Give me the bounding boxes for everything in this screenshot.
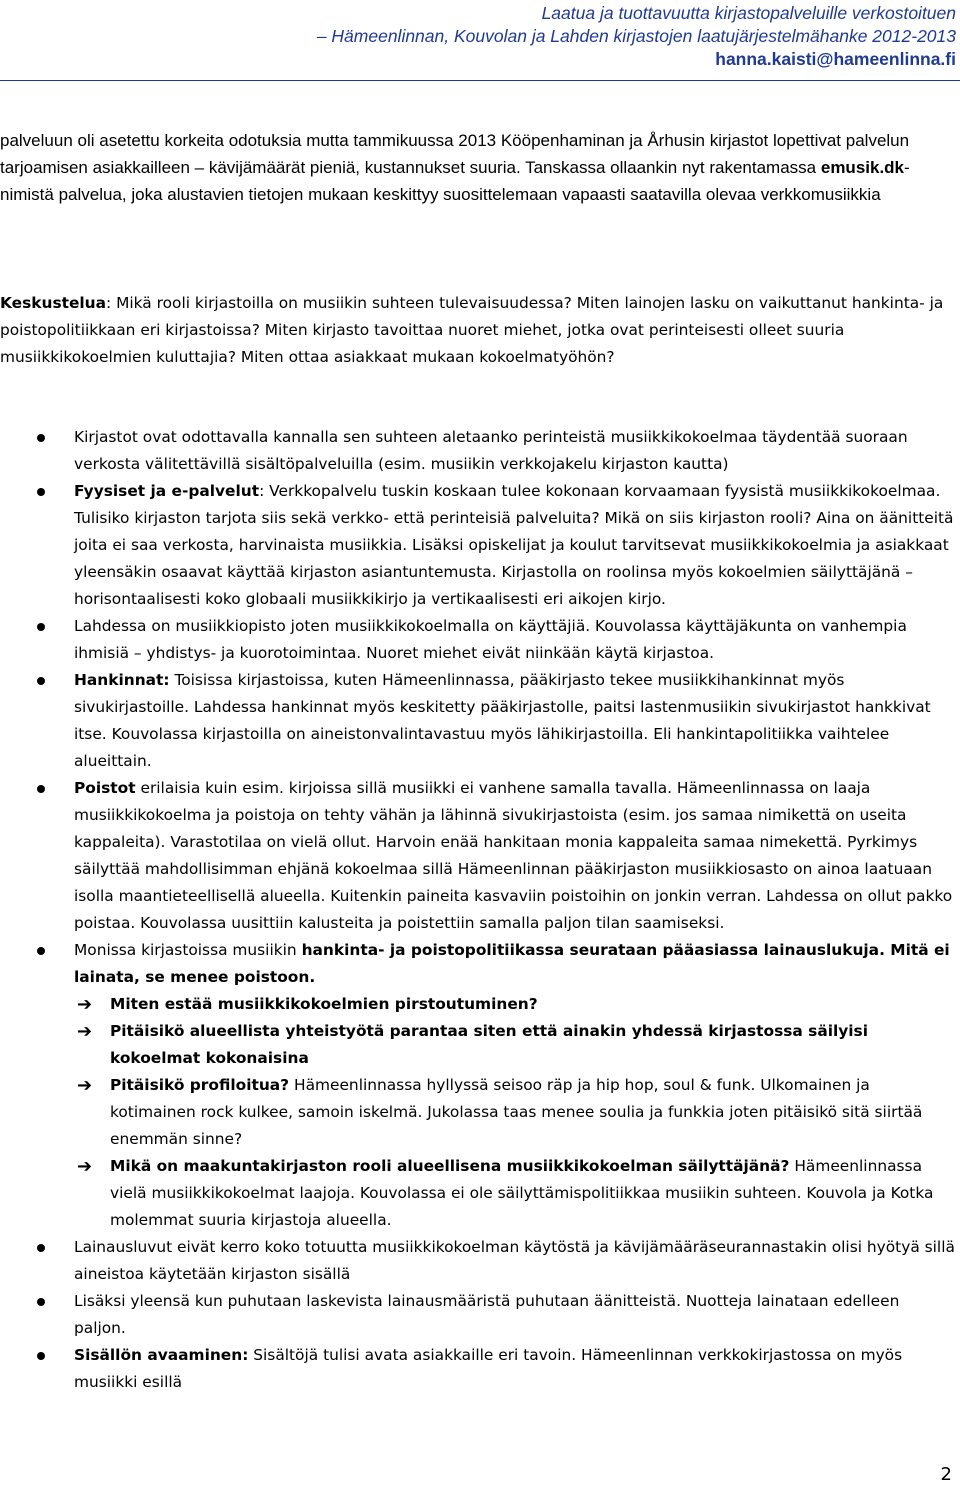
bullet-icon	[37, 488, 45, 496]
bullet-icon	[37, 1352, 45, 1360]
sub-list	[74, 991, 955, 1234]
list-item-text: Toisissa kirjastoissa, kuten Hämeenlinnassa, pääkirjasto tekee musiikkihankinnat myös sivukirjastoille. Lahdessa hankinnat myös keskitetty pääkirjastolle, paitsi lastenmusiikin sivukirjastot hankkivat itse. Kouvolassa kirjastoilla on aineistonvalintavastuu myös lähikirjastoilla. Eli hankintapolitiikka vaihtelee alueittain.	[74, 671, 931, 770]
list-item	[0, 424, 955, 478]
list-item-text: Monissa kirjastoissa musiikin	[74, 941, 302, 959]
list-item-heading: Poistot	[74, 779, 136, 797]
sub-list-item	[74, 1018, 955, 1072]
sub-item-heading: Pitäisikö profiloitua?	[110, 1076, 290, 1094]
arrow-right-icon: ➔	[77, 1156, 93, 1177]
list-item-text: Kirjastot ovat odottavalla kannalla sen suhteen aletaanko perinteistä musiikkikokoelmaa täydentää suoraan verkosta välitettävillä sisältöpalveluilla (esim. musiikin verkkojakelu kirjaston kautta)	[74, 428, 908, 473]
list-item	[0, 775, 955, 937]
discussion-text: : Mikä rooli kirjastoilla on musiikin suhteen tulevaisuudessa? Miten lainojen lasku on vaikuttanut hankinta- ja poistopolitiikkaan eri kirjastoissa? Miten kirjasto tavoittaa nuoret miehet, jotka ovat perinteisesti olleet suuria musiikkikokoelmien kuluttajia? Miten ottaa asiakkaat mukaan kokoelmatyöhön?	[0, 294, 944, 366]
list-item	[0, 613, 955, 667]
list-item	[0, 1288, 955, 1342]
sub-list-item	[74, 1072, 955, 1153]
bullet-list	[0, 424, 955, 1396]
sub-item-heading: Mikä on maakuntakirjaston rooli alueellisena musiikkikokoelman säilyttäjänä?	[110, 1157, 790, 1175]
list-item-heading: hankinta- ja poistopolitiikassa seurataan pääasiassa lainauslukuja. Mitä ei lainata, se menee poistoon.	[74, 941, 950, 986]
list-item	[0, 937, 955, 1234]
bullet-icon	[37, 1298, 45, 1306]
running-header	[317, 2, 956, 71]
list-item-heading: Sisällön avaaminen:	[74, 1346, 249, 1364]
bullet-icon	[37, 785, 45, 793]
header-project-subtitle: – Hämeenlinnan, Kouvolan ja Lahden kirjastojen laatujärjestelmähanke 2012-2013	[316, 26, 956, 46]
list-item-text: : Verkkopalvelu tuskin koskaan tulee kokonaan korvaamaan fyysistä musiikkikokoelmaa. Tulisiko kirjaston tarjota siis sekä verkko- että perinteisiä palveluita? Mikä on siis kirjaston rooli? Aina on äänitteitä joita ei saa verkosta, harvinaista musiikkia. Lisäksi opiskelijat ja koulut tarvitsevat musiikkikokoelmia ja asiakkaat yleensäkin osaavat käyttää kirjaston asiantuntemusta. Kirjastolla on roolinsa myös kokoelmien säilyttäjänä – horisontaalisesti koko globaali musiikkikirjo ja vertikaalisesti eri aikojen kirjo.	[74, 482, 954, 608]
sub-item-heading: Miten estää musiikkikokoelmien pirstoutuminen?	[110, 995, 538, 1013]
arrow-right-icon: ➔	[77, 1021, 93, 1042]
intro-emusik: emusik.dk	[820, 158, 905, 177]
intro-text: palveluun oli asetettu korkeita odotuksia mutta tammikuussa 2013 Kööpenhaminan ja Århusin kirjastot lopettivat palvelun tarjoamisen asiakkailleen – kävijämäärät pieniä, kustannukset suuria. Tanskassa ollaankin nyt rakentamassa	[0, 131, 910, 177]
intro-block	[0, 127, 950, 208]
list-item-text: Lahdessa on musiikkiopisto joten musiikkikokoelmalla on käyttäjiä. Kouvolassa käyttäjäkunta on vanhempia ihmisiä – yhdistys- ja kuorotoimintaa. Nuoret miehet eivät niinkään käytä kirjastoa.	[74, 617, 907, 662]
page-number: 2	[940, 1464, 952, 1485]
bullet-icon	[37, 623, 45, 631]
header-divider	[0, 80, 960, 81]
bullet-icon	[37, 947, 45, 955]
discussion-label: Keskustelua	[0, 294, 107, 312]
list-item-text: Sisältöjä tulisi avata asiakkaille eri tavoin. Hämeenlinnan verkkokirjastossa on myös musiikki esillä	[74, 1346, 903, 1391]
sub-item-text: Hämeenlinnassa hyllyssä seisoo räp ja hip hop, soul & funk. Ulkomainen ja kotimainen rock kulkee, samoin iskelmä. Jukolassa taas menee soulia ja funkkia joten pitäisikö sitä siirtää enemmän sinne?	[110, 1076, 923, 1148]
sub-list-item	[74, 1153, 955, 1234]
list-item-text: Lisäksi yleensä kun puhutaan laskevista lainausmääristä puhutaan äänitteistä. Nuotteja lainataan edelleen paljon.	[74, 1292, 900, 1337]
list-item	[0, 478, 955, 613]
sub-list-item	[74, 991, 955, 1018]
list-item	[0, 667, 955, 775]
arrow-right-icon: ➔	[77, 1075, 93, 1096]
list-item	[0, 1234, 955, 1288]
list-item-heading: Hankinnat:	[74, 671, 170, 689]
intro-paragraph	[0, 127, 950, 208]
discussion-paragraph	[0, 290, 950, 371]
list-item	[0, 1342, 955, 1396]
list-item-text: erilaisia kuin esim. kirjoissa sillä musiikki ei vanhene samalla tavalla. Hämeenlinnassa on laaja musiikkikokoelma ja poistoja on tehty vähän ja lähinnä sivukirjastoista (esim. jos samaa nimikettä on useita kappaleita). Varastotilaa on vielä ollut. Harvoin enää hankitaan monia kappaleita samaa nimekettä. Pyrkimys säilyttää mahdollisimman ehjänä kokoelmaa sillä Hämeenlinnan pääkirjaston musiikkiosasto on ainoa laatuaan isolla maantieteellisellä alueella. Kuitenkin paineita kasvaviin poistoihin on jonkin verran. Lahdessa on ollut pakko poistaa. Kouvolassa uusittiin kalusteita ja poistettiin samalla paljon tilan saamiseksi.	[74, 779, 953, 932]
sub-item-heading: Pitäisikö alueellista yhteistyötä parantaa siten että ainakin yhdessä kirjastossa säilyisi kokoelmat kokonaisina	[110, 1022, 868, 1067]
header-email: hanna.kaisti@hameenlinna.fi	[715, 49, 956, 69]
arrow-right-icon: ➔	[77, 994, 93, 1015]
list-item-heading: Fyysiset ja e-palvelut	[74, 482, 260, 500]
list-item-text: Lainausluvut eivät kerro koko totuutta musiikkikokoelman käytöstä ja kävijämääräseurannastakin olisi hyötyä sillä aineistoa käytetään kirjaston sisällä	[74, 1238, 955, 1283]
sub-item-text: Hämeenlinnassa vielä musiikkikokoelmat laajoja. Kouvolassa ei ole säilyttämispolitiikkaa musiikin suhteen. Kouvola ja Kotka molemmat suuria kirjastoja alueella.	[110, 1157, 934, 1229]
bullet-icon	[37, 677, 45, 685]
header-project-title: Laatua ja tuottavuutta kirjastopalveluille verkostoituen	[541, 3, 956, 23]
intro-text-rest: -nimistä palvelua, joka alustavien tietojen mukaan keskittyy suosittelemaan vapaasti saatavilla olevaa verkkomusiikkia	[0, 158, 910, 204]
bullet-icon	[37, 434, 45, 442]
bullet-icon	[37, 1244, 45, 1252]
